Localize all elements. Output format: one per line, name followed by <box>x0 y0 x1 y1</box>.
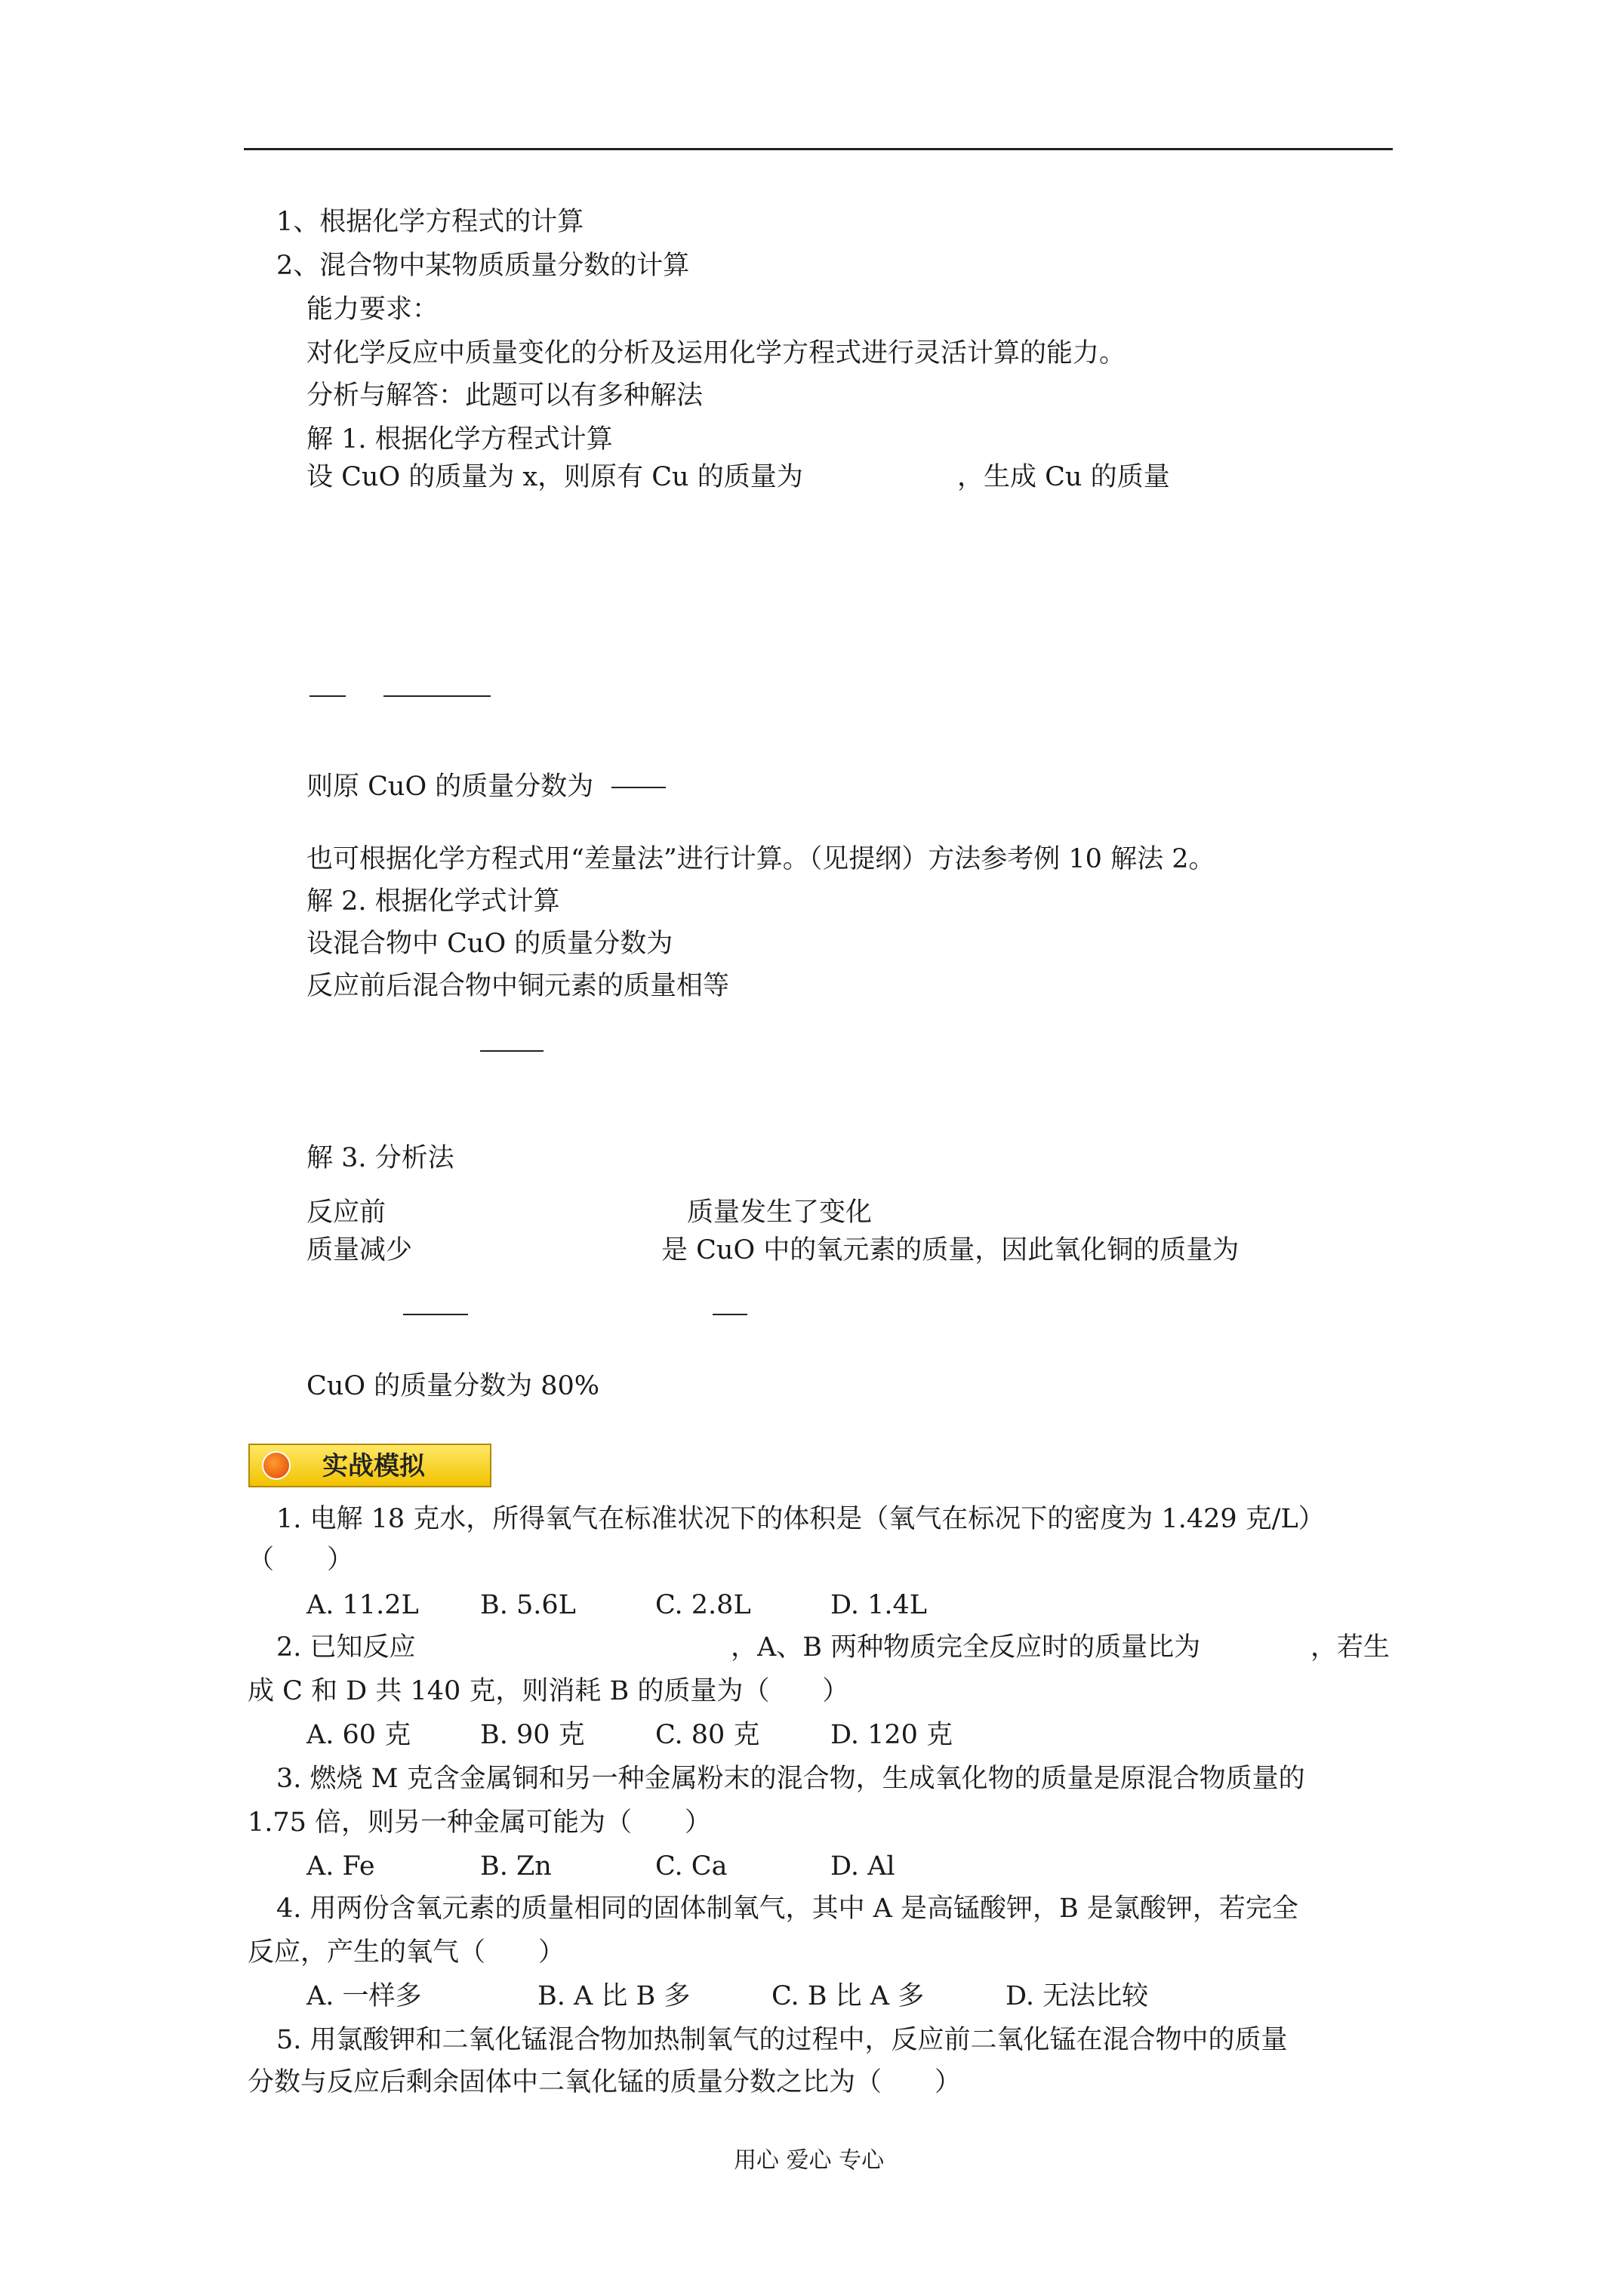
difference-method-note: 也可根据化学方程式用“差量法”进行计算。（见提纲）方法参考例 10 解法 2。 <box>306 844 1215 874</box>
fraction-line <box>480 1050 544 1052</box>
section-badge-label: 实战模拟 <box>322 1451 425 1481</box>
solution-1-setup-cont: ，生成 Cu 的质量 <box>957 462 1170 492</box>
question-5-line-2: 分数与反应后剩余固体中二氧化锰的质量分数之比为（ ） <box>248 2067 962 2097</box>
solution-2-title: 解 2. 根据化学式计算 <box>306 886 560 917</box>
q1-option-c: C. 2.8L <box>655 1590 751 1620</box>
section-badge <box>248 1444 491 1487</box>
q3-option-d: D. Al <box>830 1851 895 1881</box>
solution-2-setup: 设混合物中 CuO 的质量分数为 <box>306 929 673 959</box>
solution-1-result: 则原 CuO 的质量分数为 <box>306 772 594 802</box>
fraction-line <box>611 787 666 788</box>
question-3-line-2: 1.75 倍，则另一种金属可能为（ ） <box>248 1808 712 1838</box>
q1-option-a: A. 11.2L <box>306 1590 419 1620</box>
solution-3-explanation: 是 CuO 中的氧元素的质量，因此氧化铜的质量为 <box>661 1235 1240 1265</box>
solution-2-principle: 反应前后混合物中铜元素的质量相等 <box>306 971 730 1001</box>
solution-3-change: 质量发生了变化 <box>687 1197 873 1228</box>
ability-label: 能力要求： <box>306 294 439 325</box>
solution-3-title: 解 3. 分析法 <box>306 1143 454 1173</box>
q3-option-a: A. Fe <box>306 1851 375 1881</box>
fraction-line <box>403 1314 468 1315</box>
q3-option-c: C. Ca <box>655 1851 728 1881</box>
question-4-line-2: 反应，产生的氧气（ ） <box>248 1937 565 1968</box>
q4-option-b: B. A 比 B 多 <box>537 1981 691 2011</box>
q1-option-b: B. 5.6L <box>480 1590 576 1620</box>
heading-1: 1、根据化学方程式的计算 <box>276 207 584 237</box>
question-3: 3. 燃烧 M 克含金属铜和另一种金属粉末的混合物，生成氧化物的质量是原混合物质量的 <box>276 1764 1305 1794</box>
badge-dot-icon <box>262 1451 291 1480</box>
question-4: 4. 用两份含氧元素的质量相同的固体制氧气，其中 A 是高锰酸钾，B 是氯酸钾，若完全 <box>276 1894 1298 1924</box>
solution-3-result: CuO 的质量分数为 80% <box>306 1371 600 1401</box>
q2-option-c: C. 80 克 <box>655 1720 760 1750</box>
q4-option-d: D. 无法比较 <box>1006 1981 1149 2011</box>
solution-3-before: 反应前 <box>306 1197 387 1228</box>
question-1-blank: （ ） <box>248 1545 354 1575</box>
q3-option-b: B. Zn <box>480 1851 552 1881</box>
q2-option-d: D. 120 克 <box>830 1720 953 1750</box>
fraction-line <box>383 695 491 697</box>
ability-text: 对化学反应中质量变化的分析及运用化学方程式进行灵活计算的能力。 <box>306 338 1126 368</box>
header-rule <box>244 148 1393 150</box>
fraction-line <box>310 695 346 697</box>
question-2-line-2: 成 C 和 D 共 140 克，则消耗 B 的质量为（ ） <box>248 1676 849 1706</box>
q2-option-a: A. 60 克 <box>306 1720 411 1750</box>
question-1: 1. 电解 18 克水，所得氧气在标准状况下的体积是（氧气在标况下的密度为 1.429 克/L） <box>276 1504 1325 1534</box>
solution-3-decrease: 质量减少 <box>306 1235 413 1265</box>
q4-option-c: C. B 比 A 多 <box>771 1981 925 2011</box>
q1-option-d: D. 1.4L <box>830 1590 927 1620</box>
q4-option-a: A. 一样多 <box>306 1981 422 2011</box>
solution-1-setup: 设 CuO 的质量为 x，则原有 Cu 的质量为 <box>306 462 803 492</box>
question-2: 2. 已知反应 <box>276 1632 416 1663</box>
question-2-cont-2: ，若生 <box>1310 1632 1390 1663</box>
q2-option-b: B. 90 克 <box>480 1720 585 1750</box>
question-2-cont: ，A、B 两种物质完全反应时的质量比为 <box>731 1632 1201 1663</box>
heading-2: 2、混合物中某物质质量分数的计算 <box>276 251 690 281</box>
fraction-line <box>713 1314 747 1315</box>
page-footer: 用心 爱心 专心 <box>734 2147 885 2174</box>
question-5: 5. 用氯酸钾和二氧化锰混合物加热制氧气的过程中，反应前二氧化锰在混合物中的质量 <box>276 2025 1288 2055</box>
solution-1-title: 解 1. 根据化学方程式计算 <box>306 424 613 455</box>
analysis-intro: 分析与解答：此题可以有多种解法 <box>306 381 704 411</box>
